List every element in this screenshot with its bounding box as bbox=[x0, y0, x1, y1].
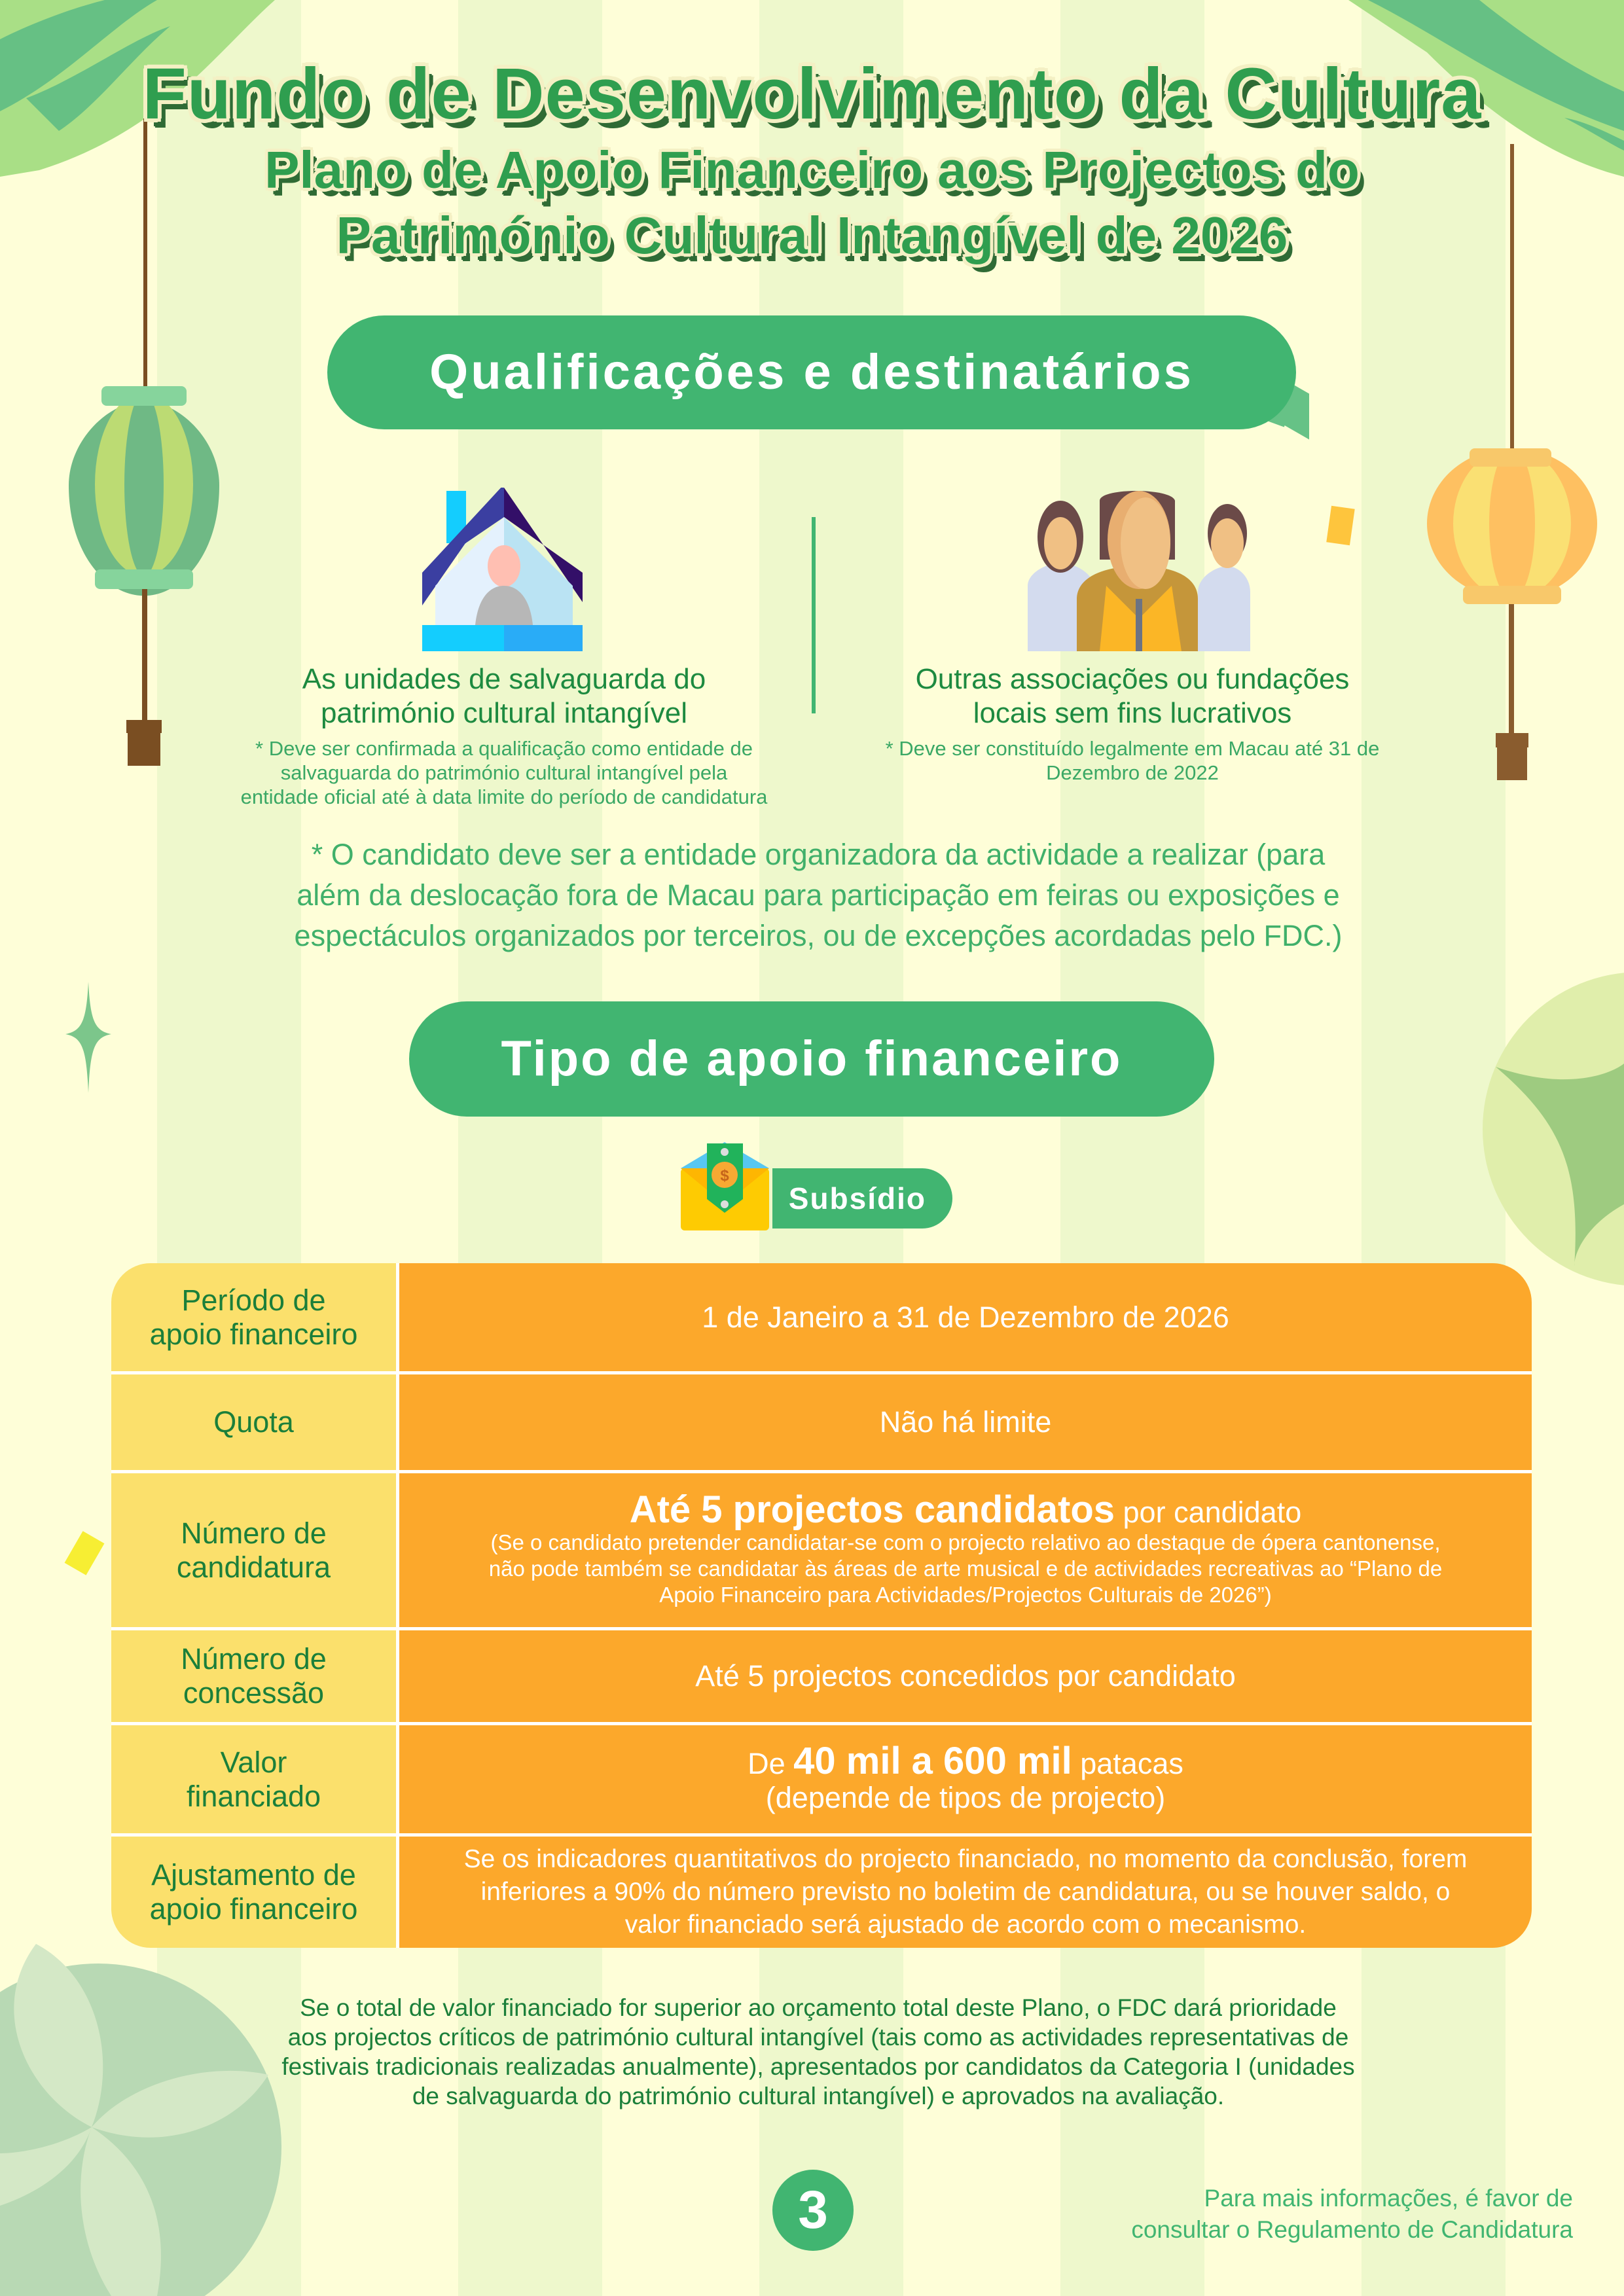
category-note-line: * Deve ser confirmada a qualificação como entidade de bbox=[255, 737, 753, 760]
category-note bbox=[190, 736, 818, 809]
row-value-rest: por candidato bbox=[1115, 1495, 1302, 1529]
row-label bbox=[111, 1837, 399, 1948]
notice-line: além da deslocação fora de Macau para participação em feiras ou exposições e bbox=[297, 878, 1340, 912]
row-value-line: Se os indicadores quantitativos do projecto financiado, no momento da conclusão, forem bbox=[463, 1845, 1468, 1873]
category-note bbox=[825, 736, 1440, 785]
row-value-note: Apoio Financeiro para Actividades/Projectos Culturais de 2026”) bbox=[659, 1582, 1272, 1607]
row-label-line: candidatura bbox=[176, 1550, 331, 1584]
category-note-line: entidade oficial até à data limite do período de candidatura bbox=[240, 785, 768, 808]
priority-note-line: Se o total de valor financiado for superior ao orçamento total deste Plano, o FDC dará prioridade bbox=[300, 1994, 1337, 2021]
row-label bbox=[111, 1473, 399, 1627]
row-label-line: Ajustamento de bbox=[151, 1858, 356, 1892]
row-label-line: Período de bbox=[181, 1283, 326, 1317]
group-people-icon bbox=[1028, 488, 1250, 651]
row-label bbox=[111, 1725, 399, 1833]
svg-text:$: $ bbox=[720, 1167, 729, 1185]
row-label bbox=[111, 1630, 399, 1722]
organizer-notice bbox=[164, 834, 1473, 956]
row-value bbox=[399, 1837, 1532, 1948]
flower-circle-left-decoration bbox=[0, 1931, 281, 2296]
row-value-line: inferiores a 90% do número previsto no boletim de candidatura, ou se houver saldo, o bbox=[480, 1878, 1451, 1906]
row-value-note: (Se o candidato pretender candidatar-se com o projecto relativo ao destaque de ópera cantonense, bbox=[490, 1530, 1441, 1554]
priority-note-line: aos projectos críticos de património cultural intangível (tais como as actividades representativas de bbox=[287, 2024, 1349, 2051]
priority-note-line: festivais tradicionais realizadas anualmente), apresentados por candidatos da Categoria I (unidades bbox=[281, 2053, 1355, 2080]
page-number: 3 bbox=[772, 2170, 854, 2251]
subtitle-line: Património Cultural Intangível de 2026 bbox=[336, 206, 1288, 264]
row-value bbox=[399, 1473, 1532, 1627]
row-label: Quota bbox=[111, 1374, 399, 1470]
row-value-main bbox=[629, 1488, 1302, 1531]
row-value-suffix: patacas bbox=[1072, 1746, 1183, 1780]
table-row-period bbox=[111, 1263, 1532, 1374]
house-person-icon bbox=[422, 488, 586, 651]
row-value: Até 5 projectos concedidos por candidato bbox=[399, 1630, 1532, 1722]
row-value-bold: 40 mil a 600 mil bbox=[793, 1739, 1072, 1782]
more-info-note bbox=[984, 2183, 1573, 2246]
row-value-bold: Até 5 projectos candidatos bbox=[629, 1488, 1115, 1531]
notice-line: * O candidato deve ser a entidade organizadora da actividade a realizar (para bbox=[311, 838, 1326, 871]
more-info-line: Para mais informações, é favor de bbox=[1204, 2185, 1573, 2212]
support-details-table bbox=[111, 1263, 1532, 1948]
row-value: 1 de Janeiro a 31 de Dezembro de 2026 bbox=[399, 1263, 1532, 1371]
category-note-line: * Deve ser constituído legalmente em Macau até 31 de bbox=[885, 737, 1380, 760]
row-value-prefix: De bbox=[748, 1746, 794, 1780]
category-title bbox=[851, 662, 1414, 730]
category-title bbox=[223, 662, 785, 730]
table-row-adjustment bbox=[111, 1837, 1532, 1948]
category-note-line: Dezembro de 2022 bbox=[1046, 761, 1219, 784]
confetti-decoration bbox=[65, 1531, 105, 1575]
row-label-line: Número de bbox=[181, 1516, 327, 1550]
category-note-line: salvaguarda do património cultural intangível pela bbox=[280, 761, 728, 784]
table-row-applications bbox=[111, 1473, 1532, 1630]
row-value-main bbox=[748, 1739, 1183, 1782]
row-value-line: valor financiado será ajustado de acordo com o mecanismo. bbox=[624, 1910, 1307, 1939]
priority-note-line: de salvaguarda do património cultural intangível) e aprovados na avaliação. bbox=[412, 2083, 1225, 2109]
notice-line: espectáculos organizados por terceiros, ou de excepções acordadas pelo FDC.) bbox=[294, 919, 1343, 952]
table-row-grants bbox=[111, 1630, 1532, 1725]
row-value: Não há limite bbox=[399, 1374, 1532, 1470]
category-title-line: Outras associações ou fundações bbox=[915, 663, 1350, 695]
row-label-line: apoio financeiro bbox=[149, 1317, 358, 1351]
more-info-line: consultar o Regulamento de Candidatura bbox=[1131, 2216, 1573, 2243]
table-row-quota bbox=[111, 1374, 1532, 1473]
page-subtitle bbox=[0, 137, 1624, 268]
flower-circle-right-decoration bbox=[1483, 972, 1624, 1286]
section-heading-support-type: Tipo de apoio financeiro bbox=[409, 1001, 1214, 1117]
row-value-line: (depende de tipos de projecto) bbox=[765, 1780, 1166, 1814]
subsidy-badge: Subsídio bbox=[772, 1168, 952, 1229]
page-title: Fundo de Desenvolvimento da Cultura bbox=[142, 54, 1482, 134]
money-envelope-icon bbox=[677, 1142, 772, 1234]
row-label bbox=[111, 1263, 399, 1371]
category-title-line: locais sem fins lucrativos bbox=[973, 697, 1292, 729]
category-title-line: As unidades de salvaguarda do bbox=[302, 663, 706, 695]
column-divider bbox=[812, 517, 816, 713]
sparkle-decoration bbox=[65, 982, 111, 1093]
row-label-line: financiado bbox=[186, 1779, 321, 1813]
row-value bbox=[399, 1725, 1532, 1833]
row-label-line: Número de bbox=[181, 1642, 327, 1676]
row-label-line: Valor bbox=[220, 1745, 287, 1779]
section-heading-qualifications: Qualificações e destinatários bbox=[327, 315, 1296, 429]
category-title-line: património cultural intangível bbox=[320, 697, 688, 729]
priority-note bbox=[196, 1993, 1440, 2111]
row-label-line: apoio financeiro bbox=[149, 1892, 358, 1926]
row-value-note: não pode também se candidatar às áreas de arte musical e de actividades recreativas ao “Plano de bbox=[488, 1556, 1443, 1581]
table-row-amount bbox=[111, 1725, 1532, 1837]
confetti-decoration bbox=[1326, 506, 1354, 545]
row-label-line: concessão bbox=[183, 1676, 325, 1710]
subtitle-line: Plano de Apoio Financeiro aos Projectos do bbox=[264, 141, 1360, 199]
